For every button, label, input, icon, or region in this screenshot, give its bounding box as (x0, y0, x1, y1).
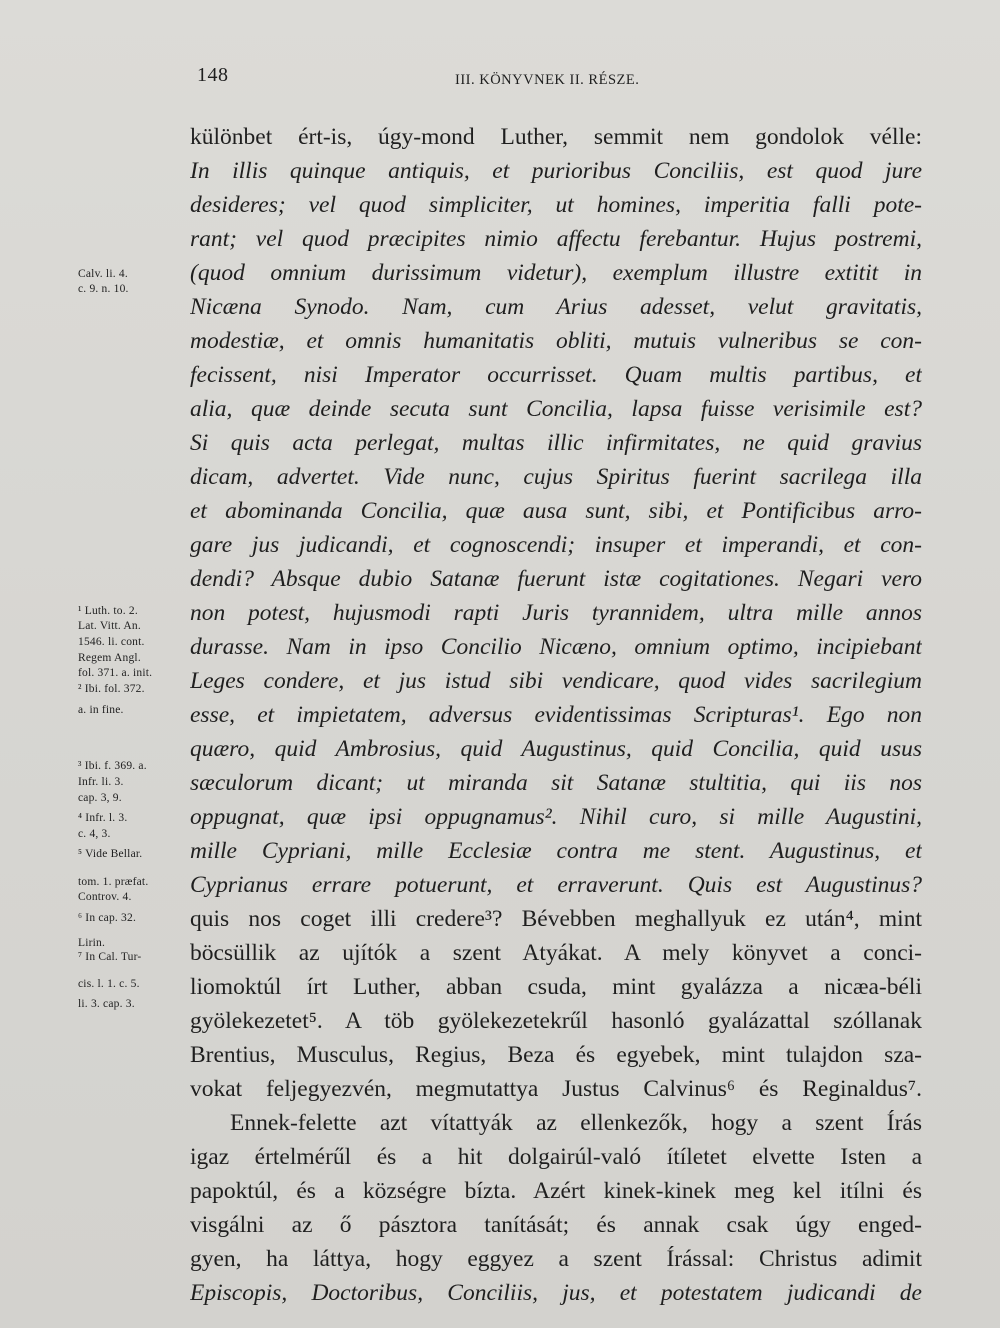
text-line: quis nos coget illi credere³? Bévebben meghallyuk ez után⁴, mint (190, 906, 922, 932)
margin-note: tom. 1. præfat. (78, 876, 149, 888)
text-line: modestiæ, et omnis humanitatis obliti, mutuis vulneribus se con- (190, 328, 922, 354)
margin-note: Lat. Vitt. An. (78, 620, 141, 632)
text-line: Ennek-felette azt vítattyák az ellenkezők, hogy a szent Írás (230, 1110, 922, 1136)
margin-note: ² Ibi. fol. 372. (78, 683, 145, 695)
text-line: böcsüllik az ujítók a szent Atyákat. A mely könyvet a conci- (190, 940, 922, 966)
text-line: alia, quæ deinde secuta sunt Concilia, lapsa fuisse verisimile est? (190, 396, 922, 422)
text-line: oppugnat, quæ ipsi oppugnamus². Nihil curo, si mille Augustini, (190, 804, 922, 830)
margin-note: a. in fine. (78, 704, 124, 716)
text-line: gyen, ha láttya, hogy eggyez a szent Írással: Christus adimit (190, 1246, 922, 1272)
margin-note: ⁶ In cap. 32. (78, 912, 137, 924)
text-line: rant; vel quod præcipites nimio affectu ferebantur. Hujus postremi, (190, 226, 922, 252)
text-line: esse, et impietatem, adversus evidentissimas Scripturas¹. Ego non (190, 702, 922, 728)
text-line: Leges condere, et jus istud sibi vendicare, quod vides sacrilegium (190, 668, 922, 694)
text-line: fecissent, nisi Imperator occurrisset. Quam multis partibus, et (190, 362, 922, 388)
text-line: desideres; vel quod simpliciter, ut homines, imperitia falli pote- (190, 192, 922, 218)
margin-note: Calv. li. 4. (78, 268, 128, 280)
text-line: (quod omnium durissimum videtur), exemplum illustre extitit in (190, 260, 922, 286)
text-line: dicam, advertet. Vide nunc, cujus Spiritus fuerint sacrilega illa (190, 464, 922, 490)
margin-note: fol. 371. a. init. (78, 667, 153, 679)
text-line: sæculorum dicant; ut miranda sit Satanæ stultitia, qui iis nos (190, 770, 922, 796)
margin-note: ¹ Luth. to. 2. (78, 605, 138, 617)
text-line: Cyprianus errare potuerunt, et erraverunt. Quis est Augustinus? (190, 872, 922, 898)
text-line: papoktúl, és a községre bízta. Azért kinek-kinek meg kel itílni és (190, 1178, 922, 1204)
text-line: mille Cypriani, mille Ecclesiæ contra me stent. Augustinus, et (190, 838, 922, 864)
margin-note: ⁴ Infr. l. 3. (78, 812, 128, 824)
text-line: quæro, quid Ambrosius, quid Augustinus, quid Concilia, quid usus (190, 736, 922, 762)
text-line: igaz értelmérűl és a hit dolgairúl-való ítíletet elvette Isten a (190, 1144, 922, 1170)
text-line: gare jus judicandi, et cognoscendi; insuper et imperandi, et con- (190, 532, 922, 558)
margin-note: c. 4, 3. (78, 828, 111, 840)
text-line: Episcopis, Doctoribus, Conciliis, jus, et potestatem judicandi de (190, 1280, 922, 1306)
text-line: Si quis acta perlegat, multas illic infirmitates, ne quid gravius (190, 430, 922, 456)
text-line: visgálni az ő pásztora tanítását; és annak csak úgy enged- (190, 1212, 922, 1238)
margin-note: c. 9. n. 10. (78, 283, 129, 295)
margin-note: ⁵ Vide Bellar. (78, 848, 143, 860)
margin-note: ⁷ In Cal. Tur- (78, 951, 142, 963)
text-line: gyölekezetet⁵. A töb gyölekezetekrűl hasonló gyalázattal szóllanak (190, 1008, 922, 1034)
text-line: non potest, hujusmodi rapti Juris tyrannidem, ultra mille annos (190, 600, 922, 626)
running-title: III. KÖNYVNEK II. RÉSZE. (455, 72, 640, 88)
margin-note: Infr. li. 3. (78, 776, 124, 788)
margin-note: ³ Ibi. f. 369. a. (78, 760, 147, 772)
page-number: 148 (197, 64, 229, 86)
text-line: In illis quinque antiquis, et purioribus Conciliis, est quod jure (190, 158, 922, 184)
text-line: vokat feljegyezvén, megmutattya Justus Calvinus⁶ és Reginaldus⁷. (190, 1076, 922, 1102)
text-line: et abominanda Concilia, quæ ausa sunt, sibi, et Pontificibus arro- (190, 498, 922, 524)
text-line: Nicæna Synodo. Nam, cum Arius adesset, velut gravitatis, (190, 294, 922, 320)
margin-note: Controv. 4. (78, 891, 132, 903)
margin-note: Lirin. (78, 937, 106, 949)
text-line: különbet ért-is, úgy-mond Luther, semmit nem gondolok vélle: (190, 124, 922, 150)
text-line: dendi? Absque dubio Satanæ fuerunt istæ cogitationes. Negari vero (190, 566, 922, 592)
text-line: liomoktúl írt Luther, abban csuda, mint gyalázza a nicæa-béli (190, 974, 922, 1000)
text-line: durasse. Nam in ipso Concilio Nicæno, omnium optimo, incipiebant (190, 634, 922, 660)
margin-note: cis. l. 1. c. 5. (78, 978, 140, 990)
margin-note: cap. 3, 9. (78, 792, 122, 804)
margin-note: li. 3. cap. 3. (78, 998, 135, 1010)
margin-note: 1546. li. cont. (78, 636, 145, 648)
text-line: Brentius, Musculus, Regius, Beza és egyebek, mint tulajdon sza- (190, 1042, 922, 1068)
margin-note: Regem Angl. (78, 652, 141, 664)
